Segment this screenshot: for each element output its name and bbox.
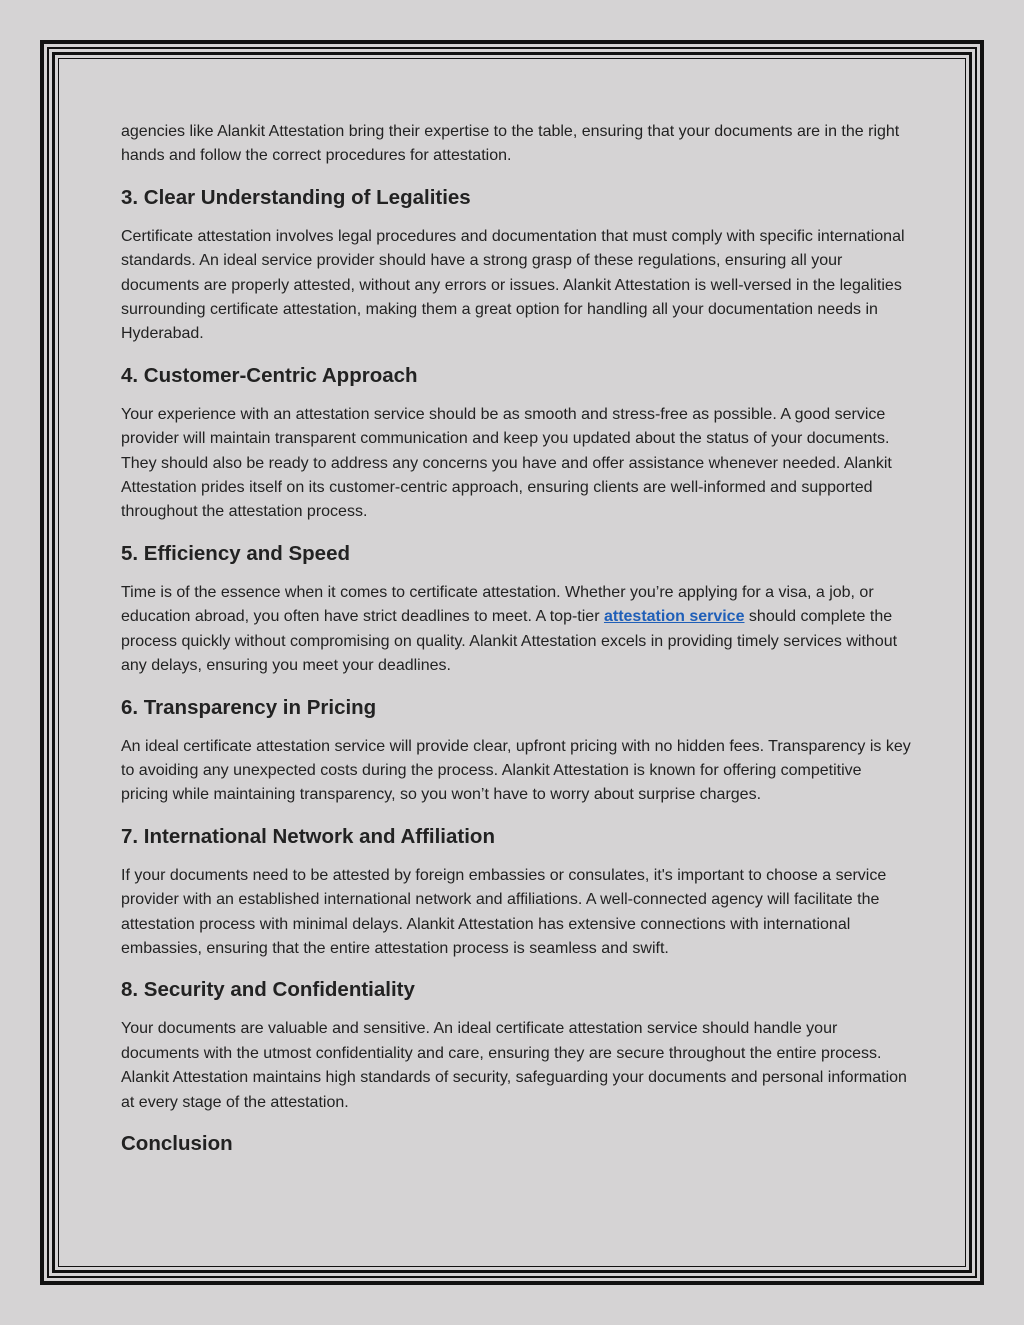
section-body-efficiency xyxy=(121,581,911,679)
section-heading-security: 8. Security and Confidentiality xyxy=(121,978,415,1002)
section-heading-legalities: 3. Clear Understanding of Legalities xyxy=(121,185,471,209)
attestation-service-link[interactable]: attestation service xyxy=(603,608,745,626)
section-body-international: If your documents need to be attested by foreign embassies or consulates, it's important to choose a service provider with an established international network and affiliations. A well-connected agency will facilitate the attestation process with minimal delays. Alankit Attestation has extensive connections with international embassies, ensuring that the entire attestation process is seamless and swift. xyxy=(121,866,887,957)
section-heading-efficiency: 5. Efficiency and Speed xyxy=(121,541,350,565)
section-heading-customer-centric: 4. Customer-Centric Approach xyxy=(121,363,418,387)
efficiency-text-after-link: should complete the process quickly without compromising on quality. Alankit Attestation excels in providing timely services without any delays, ensuring you meet your deadlines. xyxy=(121,608,898,675)
section-body-security: Your documents are valuable and sensitive. An ideal certificate attestation service should handle your documents with the utmost confidentiality and care, ensuring they are secure throughout the entire process. Alankit Attestation maintains high standards of security, safeguarding your documents and personal information at every stage of the attestation. xyxy=(121,1020,907,1111)
section-body-pricing: An ideal certificate attestation service will provide clear, upfront pricing with no hidden fees. Transparency is key to avoiding any unexpected costs during the process. Alankit Attestation is known for offering competitive pricing while maintaining transparency, so you won’t have to worry about surprise charges. xyxy=(121,737,911,804)
section-body-customer-centric: Your experience with an attestation service should be as smooth and stress-free as possible. A good service provider will maintain transparent communication and keep you updated about the status of your documents. They should also be ready to address any concerns you have and offer assistance whenever needed. Alankit Attestation prides itself on its customer-centric approach, ensuring clients are well-informed and supported throughout the attestation process. xyxy=(121,405,892,521)
efficiency-text-before-link: Time is of the essence when it comes to certificate attestation. Whether you’re applying for a visa, a job, or education abroad, you often have strict deadlines to meet. A top-tier xyxy=(121,583,874,626)
intro-paragraph: agencies like Alankit Attestation bring their expertise to the table, ensuring that your documents are in the right hands and follow the correct procedures for attestation. xyxy=(121,123,900,165)
section-body-legalities: Certificate attestation involves legal procedures and documentation that must comply with specific international standards. An ideal service provider should have a strong grasp of these regulations, ensuring all your documents are properly attested, without any errors or issues. Alankit Attestation is well-versed in the legalities surrounding certificate attestation, making them a great option for handling all your documentation needs in Hyderabad. xyxy=(121,227,905,343)
document-content xyxy=(121,120,911,1171)
section-heading-international: 7. International Network and Affiliation xyxy=(121,824,495,848)
conclusion-heading: Conclusion xyxy=(121,1131,233,1155)
section-heading-pricing: 6. Transparency in Pricing xyxy=(121,695,377,719)
